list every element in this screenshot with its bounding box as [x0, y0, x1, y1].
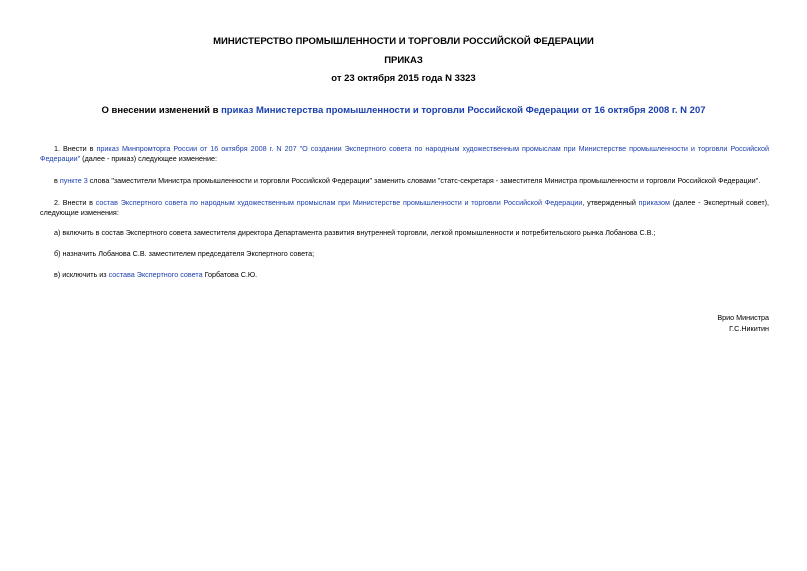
paragraph-1-text-b: (далее - приказ) следующее изменение: [80, 154, 217, 163]
paragraph-1 [40, 144, 769, 164]
paragraph-3 [40, 198, 769, 218]
order-207-link[interactable]: приказ Минпромторга России от 16 октября 2008 г. N 207 "О создании Экспертного совета по народным художественным промыслам при Министерстве промышленности и торговли Российской Федерации" [40, 144, 769, 163]
point-3-link[interactable]: пункте 3 [59, 176, 88, 185]
document-type: ПРИКАЗ [384, 55, 423, 66]
council-composition-link[interactable]: состав Экспертного совета по народным художественным промыслам при Министерстве промышленности и торговли Российской Федерации [95, 198, 583, 207]
paragraph-5: б) назначить Лобанова С.В. заместителем председателя Экспертного совета; [54, 249, 315, 258]
signature-role: Врио Министра [717, 313, 769, 322]
document-title [0, 105, 807, 117]
document-date: от 23 октября 2015 года N 3323 [331, 73, 476, 84]
document-title-text: О внесении изменений в [101, 105, 222, 116]
document-title-link[interactable]: приказ Министерства промышленности и торговли Российской Федерации от 16 октября 2008 г. N 207 [221, 105, 706, 116]
paragraph-4: а) включить в состав Экспертного совета заместителя директора Департамента развития внутренней торговли, легкой промышленности и потребительского рынка Лобанова С.В.; [54, 228, 656, 237]
paragraph-6 [54, 270, 769, 280]
paragraph-6-text-a: в) исключить из [54, 270, 109, 279]
ministry-name: МИНИСТЕРСТВО ПРОМЫШЛЕННОСТИ И ТОРГОВЛИ РОССИЙСКОЙ ФЕДЕРАЦИИ [213, 36, 594, 47]
paragraph-2-text-b: слова "заместители Министра промышленности и торговли Российской Федерации" заменить словами "статс-секретаря - заместителя Министра промышленности и торговли Российской Федерации". [87, 176, 761, 185]
paragraph-2 [54, 176, 769, 186]
paragraph-3-text-a: 2. Внести в [54, 198, 96, 207]
order-link[interactable]: приказом [638, 198, 670, 207]
council-membership-link[interactable]: состава Экспертного совета [108, 270, 203, 279]
signature-name: Г.С.Никитин [729, 324, 769, 333]
paragraph-3-text-b: , утвержденный [582, 198, 639, 207]
paragraph-3-text-c: (далее - Экспертный совет), следующие изменения: [40, 198, 770, 217]
paragraph-1-text-a: 1. Внести в [54, 144, 97, 153]
paragraph-6-text-b: Горбатова С.Ю. [202, 270, 258, 279]
paragraph-2-text-a: в [54, 176, 60, 185]
